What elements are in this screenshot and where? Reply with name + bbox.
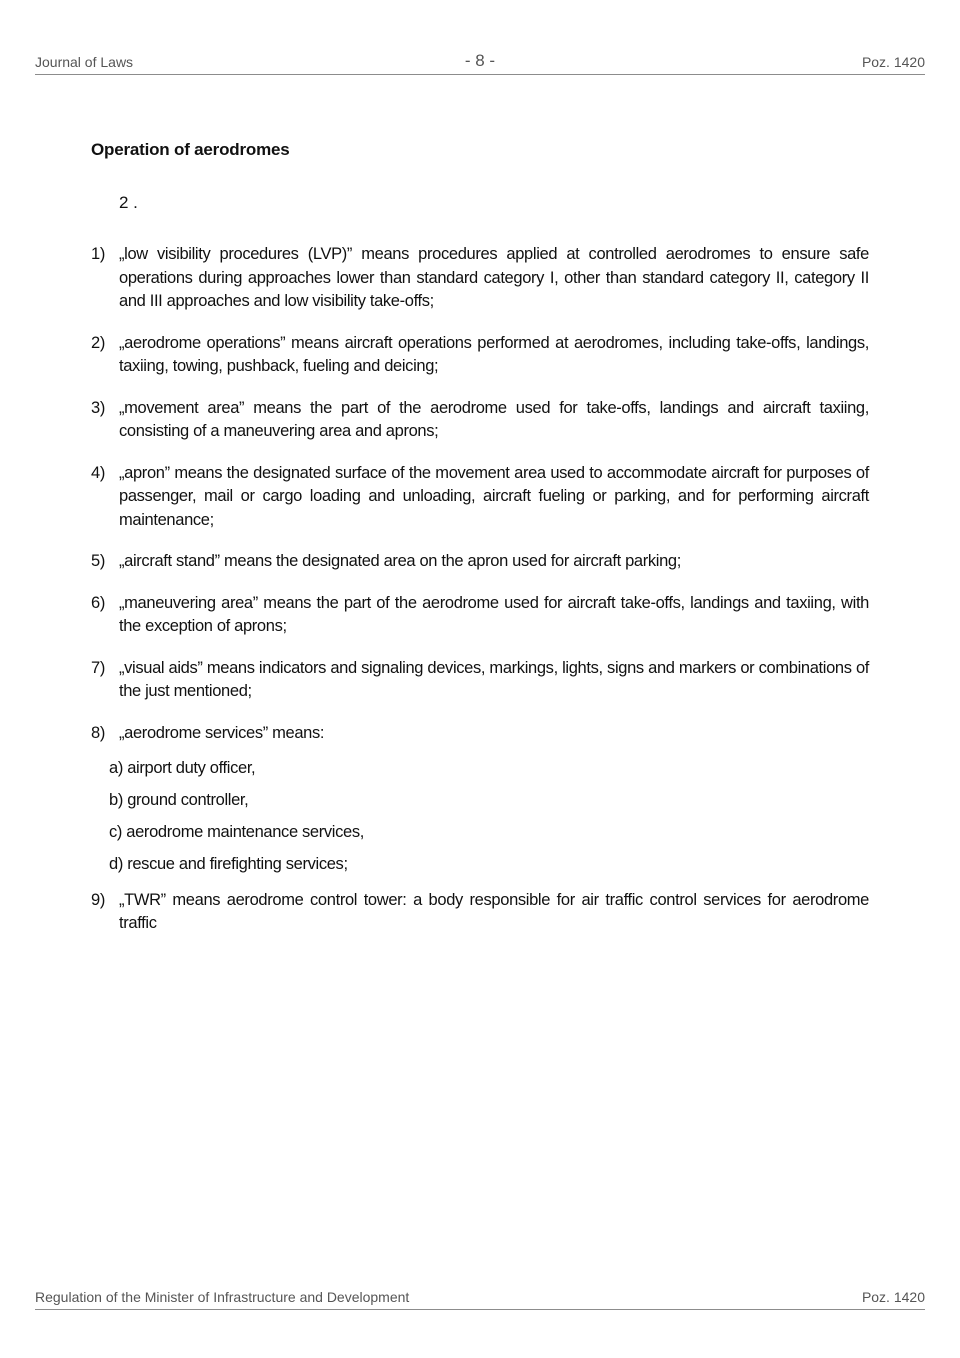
sub-list-item: a) airport duty officer, [109, 759, 256, 777]
header-position-number: Poz. 1420 [861, 54, 925, 70]
aerodrome-services-sublist [91, 757, 869, 877]
definition-number: 4) [91, 463, 105, 482]
definition-item [91, 550, 869, 574]
definition-number: 1) [91, 245, 105, 263]
footer-regulation-title: Regulation of the Minister of Infrastructure and Development [35, 1289, 410, 1305]
definition-item [91, 657, 869, 704]
header-journal-name: Journal of Laws [35, 54, 134, 70]
definition-text: „movement area” means the part of the aerodrome used for take-offs, landings and aircraft taxiing, consisting of a maneuvering area and aprons; [119, 398, 869, 440]
definition-number: 5) [91, 552, 105, 570]
definition-text: „aircraft stand” means the designated area on the apron used for aircraft parking; [119, 552, 681, 570]
definition-item [91, 332, 869, 379]
section-number: 2 . [119, 193, 138, 212]
definition-item [91, 722, 869, 746]
definition-text: „low visibility procedures (LVP)” means procedures applied at controlled aerodromes to ensure safe operations during approaches lower than standard category I, other than standard category II, category II and III approaches and low visibility take-offs; [119, 245, 869, 310]
page-footer [35, 1285, 925, 1310]
definition-number: 8) [91, 723, 105, 742]
definition-text: „aerodrome operations” means aircraft operations performed at aerodromes, including take-offs, landings, taxiing, towing, pushback, fueling and deicing; [119, 333, 869, 375]
definition-number: 2) [91, 333, 105, 352]
sub-list-item: b) ground controller, [109, 791, 249, 809]
definition-text: „TWR” means aerodrome control tower: a body responsible for air traffic control services for aerodrome traffic [119, 890, 869, 932]
header-page-number: - 8 - [464, 51, 496, 70]
definition-text: „maneuvering area” means the part of the aerodrome used for aircraft take-offs, landings and taxiing, with the exception of aprons; [119, 593, 869, 635]
sub-list-item: c) aerodrome maintenance services, [109, 823, 364, 841]
definition-number: 7) [91, 658, 105, 677]
sub-list-item: d) rescue and firefighting services; [109, 855, 348, 873]
definition-item [91, 592, 869, 639]
definition-item [91, 243, 869, 314]
definition-number: 9) [91, 890, 105, 909]
definition-item [91, 889, 869, 936]
definition-item [91, 462, 869, 533]
definition-text: „visual aids” means indicators and signaling devices, markings, lights, signs and markers or combinations of the just mentioned; [119, 658, 869, 700]
definition-text: „apron” means the designated surface of the movement area used to accommodate aircraft for purposes of passenger, mail or cargo loading and unloading, aircraft fueling or parking, and for performing aircraft maintenance; [119, 463, 869, 529]
definition-list [91, 243, 869, 954]
definition-item [91, 397, 869, 444]
definition-number: 3) [91, 398, 105, 417]
page-header [35, 50, 925, 75]
footer-position-number: Poz. 1420 [861, 1289, 925, 1305]
section-title: Operation of aerodromes [91, 140, 290, 159]
definition-number: 6) [91, 593, 105, 612]
definition-text: „aerodrome services” means: [119, 723, 325, 742]
